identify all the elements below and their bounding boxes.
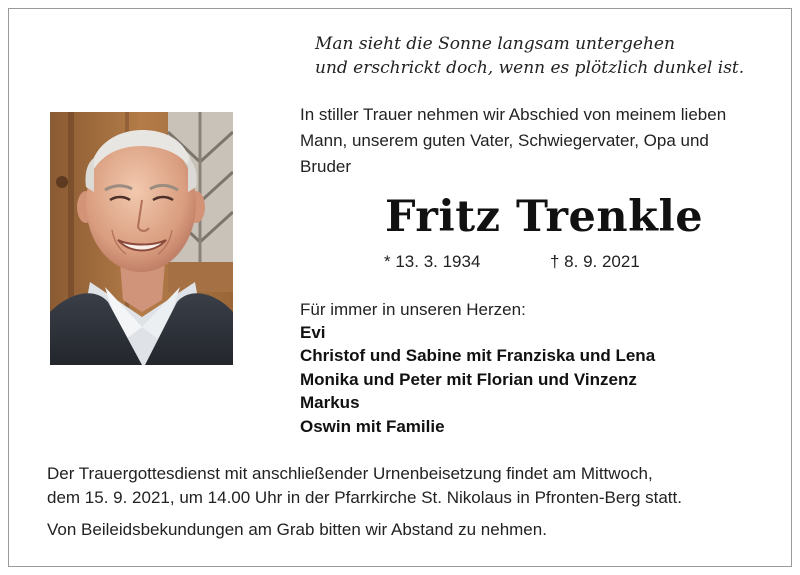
family-member: Christof und Sabine mit Franziska und Lena: [300, 346, 656, 366]
motto-quote: Man sieht die Sonne langsam untergehen und erschrickt doch, wenn es plötzlich dunkel ist.: [315, 34, 745, 78]
family-member: Monika und Peter mit Florian und Vinzenz: [300, 369, 637, 389]
birth-date: * 13. 3. 1934: [384, 252, 481, 271]
intro-text: In stiller Trauer nehmen wir Abschied von meinem lieben Mann, unserem guten Vater, Schwiegervater, Opa und Bruder: [300, 105, 727, 176]
family-list: [300, 321, 655, 438]
family-member: Markus: [300, 393, 360, 413]
family-member: Evi: [300, 323, 326, 342]
deceased-name: Fritz Trenkle: [385, 192, 704, 242]
portrait-photo: [50, 112, 233, 365]
service-info: Der Trauergottesdienst mit anschließender Urnenbeisetzung findet am Mittwoch, dem 15. 9. 2021, um 14.00 Uhr in der Pfarrkirche St. Nikolaus in Pfronten-Berg statt.: [47, 464, 682, 507]
family-member: Oswin mit Familie: [300, 416, 445, 436]
hearts-line: Für immer in unseren Herzen:: [300, 300, 526, 319]
condolence-note: Von Beileidsbekundungen am Grab bitten wir Abstand zu nehmen.: [47, 520, 547, 539]
death-date: † 8. 9. 2021: [550, 252, 640, 271]
